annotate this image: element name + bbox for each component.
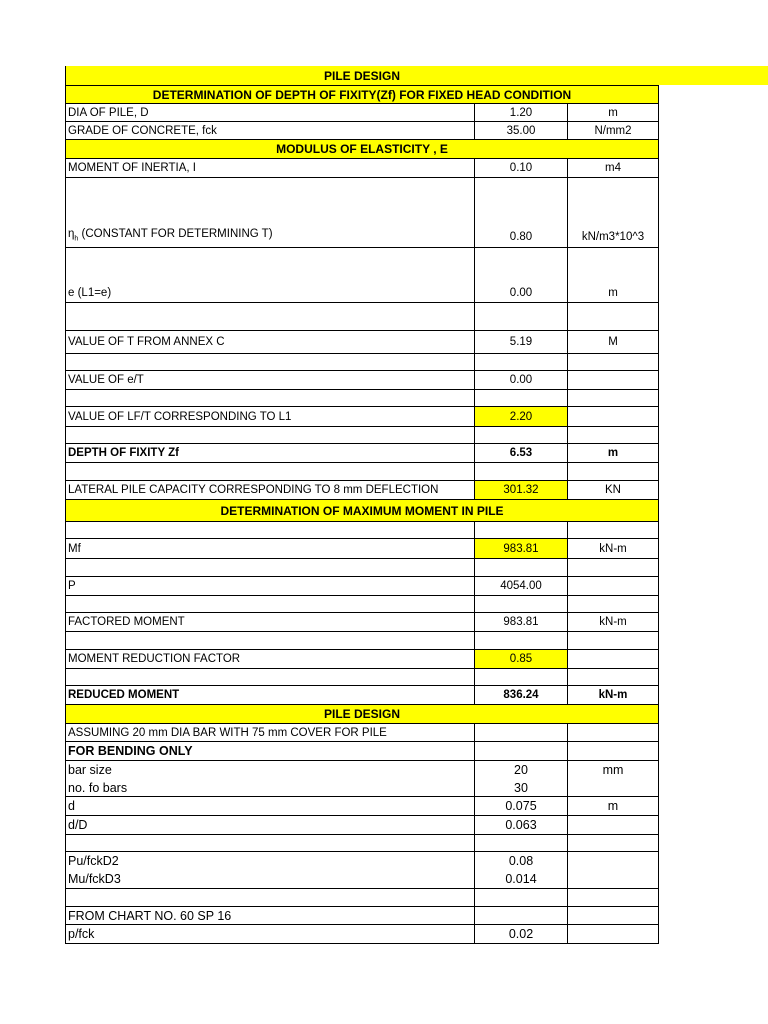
section-pile-title[interactable]: PILE DESIGN	[65, 705, 659, 724]
e-value[interactable]: 0.00	[474, 248, 567, 303]
barsize-value[interactable]: 20	[474, 761, 567, 779]
et-value[interactable]: 0.00	[474, 371, 567, 390]
row-empty-12	[0, 889, 768, 907]
empty-cell[interactable]	[474, 303, 567, 331]
row-zf	[0, 444, 768, 463]
row-d	[0, 797, 768, 816]
row-empty-8	[0, 596, 768, 613]
zf-value[interactable]: 6.53	[474, 444, 567, 463]
empty-cell[interactable]	[65, 522, 474, 539]
nobars-label[interactable]: no. fo bars	[65, 779, 474, 797]
empty-cell[interactable]	[65, 596, 474, 613]
factored-label[interactable]: FACTORED MOMENT	[65, 613, 474, 632]
empty-cell[interactable]	[567, 669, 659, 686]
section-fixity-title[interactable]: DETERMINATION OF DEPTH OF FIXITY(Zf) FOR FIXED HEAD CONDITION	[65, 85, 659, 104]
row-assume	[0, 724, 768, 742]
row-empty-4	[0, 427, 768, 444]
mu-label[interactable]: Mu/fckD3	[65, 870, 474, 889]
empty-cell[interactable]	[474, 354, 567, 371]
empty-cell[interactable]	[474, 427, 567, 444]
empty-cell[interactable]	[474, 632, 567, 650]
empty-cell[interactable]	[474, 742, 567, 761]
section-moment-row	[0, 500, 768, 522]
row-reduced	[0, 686, 768, 705]
reduced-label[interactable]: REDUCED MOMENT	[65, 686, 474, 705]
pfck-label[interactable]: p/fck	[65, 925, 474, 944]
row-t	[0, 331, 768, 354]
section-modulus-row	[0, 140, 768, 159]
et-label[interactable]: VALUE OF e/T	[65, 371, 474, 390]
row-empty-5	[0, 463, 768, 481]
empty-cell[interactable]	[474, 522, 567, 539]
empty-cell[interactable]	[65, 632, 474, 650]
factored-unit[interactable]: kN-m	[567, 613, 659, 632]
empty-cell[interactable]	[567, 354, 659, 371]
zf-label[interactable]: DEPTH OF FIXITY Zf	[65, 444, 474, 463]
lateral-value[interactable]: 301.32	[474, 481, 567, 500]
mrf-value[interactable]: 0.85	[474, 650, 567, 669]
empty-cell[interactable]	[474, 390, 567, 407]
inertia-unit[interactable]: m4	[567, 159, 659, 178]
row-pfck	[0, 925, 768, 944]
row-mu	[0, 870, 768, 889]
inertia-label[interactable]: MOMENT OF INERTIA, I	[65, 159, 474, 178]
empty-cell[interactable]	[474, 559, 567, 577]
empty-cell[interactable]	[567, 742, 659, 761]
empty-cell[interactable]	[567, 559, 659, 577]
row-dD	[0, 816, 768, 835]
mf-unit[interactable]: kN-m	[567, 539, 659, 559]
section-modulus-title[interactable]: MODULUS OF ELASTICITY , E	[65, 140, 659, 159]
lateral-label[interactable]: LATERAL PILE CAPACITY CORRESPONDING TO 8 mm DEFLECTION	[65, 481, 474, 500]
mrf-unit[interactable]	[567, 650, 659, 669]
dia-label[interactable]: DIA OF PILE, D	[65, 104, 474, 122]
empty-cell[interactable]	[65, 889, 474, 907]
empty-cell[interactable]	[567, 632, 659, 650]
t-unit[interactable]: M	[567, 331, 659, 354]
row-empty-2	[0, 354, 768, 371]
row-barsize	[0, 761, 768, 779]
t-label[interactable]: VALUE OF T FROM ANNEX C	[65, 331, 474, 354]
reduced-value[interactable]: 836.24	[474, 686, 567, 705]
eta-value[interactable]: 0.80	[474, 178, 567, 248]
assume-label[interactable]: ASSUMING 20 mm DIA BAR WITH 75 mm COVER FOR PILE	[65, 724, 474, 742]
eta-label-cell[interactable]	[65, 178, 474, 248]
lft-unit[interactable]	[567, 407, 659, 427]
eta-label: (CONSTANT FOR DETERMINING T)	[78, 228, 273, 240]
eta-subscript: h	[74, 235, 79, 243]
empty-cell[interactable]	[474, 724, 567, 742]
chart-label[interactable]: FROM CHART NO. 60 SP 16	[65, 907, 474, 925]
mu-value[interactable]: 0.014	[474, 870, 567, 889]
e-unit[interactable]: m	[567, 248, 659, 303]
empty-cell[interactable]	[65, 835, 474, 852]
d-label[interactable]: d	[65, 797, 474, 816]
et-unit[interactable]	[567, 371, 659, 390]
pu-unit[interactable]	[567, 852, 659, 870]
eta-unit[interactable]: kN/m3*10^3	[567, 178, 659, 248]
bending-label[interactable]: FOR BENDING ONLY	[65, 742, 474, 761]
reduced-unit[interactable]: kN-m	[567, 686, 659, 705]
row-bending	[0, 742, 768, 761]
barsize-unit[interactable]: mm	[567, 761, 659, 779]
d-unit[interactable]: m	[567, 797, 659, 816]
zf-unit[interactable]: m	[567, 444, 659, 463]
dia-unit[interactable]: m	[567, 104, 659, 122]
empty-cell[interactable]	[474, 835, 567, 852]
row-nobars	[0, 779, 768, 797]
row-dia	[0, 104, 768, 122]
factored-value[interactable]: 983.81	[474, 613, 567, 632]
empty-cell[interactable]	[567, 835, 659, 852]
nobars-value[interactable]: 30	[474, 779, 567, 797]
dia-value[interactable]: 1.20	[474, 104, 567, 122]
row-empty-10	[0, 669, 768, 686]
empty-cell[interactable]	[65, 669, 474, 686]
row-pu	[0, 852, 768, 870]
d-value[interactable]: 0.075	[474, 797, 567, 816]
empty-cell[interactable]	[567, 463, 659, 481]
p-value[interactable]: 4054.00	[474, 577, 567, 596]
row-lft	[0, 407, 768, 427]
nobars-unit[interactable]	[567, 779, 659, 797]
barsize-label[interactable]: bar size	[65, 761, 474, 779]
e-label[interactable]: e (L1=e)	[65, 248, 474, 303]
p-label[interactable]: P	[65, 577, 474, 596]
lft-value[interactable]: 2.20	[474, 407, 567, 427]
section-fixity-row	[0, 85, 768, 104]
dD-value[interactable]: 0.063	[474, 816, 567, 835]
pu-value[interactable]: 0.08	[474, 852, 567, 870]
row-et	[0, 371, 768, 390]
empty-cell[interactable]	[65, 463, 474, 481]
pfck-value[interactable]: 0.02	[474, 925, 567, 944]
mrf-label[interactable]: MOMENT REDUCTION FACTOR	[65, 650, 474, 669]
row-factored	[0, 613, 768, 632]
row-empty-3	[0, 390, 768, 407]
empty-cell[interactable]	[65, 303, 474, 331]
section-moment-title[interactable]: DETERMINATION OF MAXIMUM MOMENT IN PILE	[65, 500, 659, 522]
lateral-unit[interactable]: KN	[567, 481, 659, 500]
row-eta	[0, 178, 768, 248]
dD-label[interactable]: d/D	[65, 816, 474, 835]
pfck-unit[interactable]	[567, 925, 659, 944]
empty-cell[interactable]	[474, 907, 567, 925]
grade-unit[interactable]: N/mm2	[567, 122, 659, 140]
empty-cell[interactable]	[474, 889, 567, 907]
title-row	[0, 66, 768, 85]
empty-cell[interactable]	[65, 390, 474, 407]
dD-unit[interactable]	[567, 816, 659, 835]
row-lateral	[0, 481, 768, 500]
empty-cell[interactable]	[567, 889, 659, 907]
pu-label[interactable]: Pu/fckD2	[65, 852, 474, 870]
row-empty-1	[0, 303, 768, 331]
row-grade	[0, 122, 768, 140]
row-empty-6	[0, 522, 768, 539]
row-p	[0, 577, 768, 596]
sheet-title[interactable]: PILE DESIGN	[323, 68, 400, 83]
lft-label[interactable]: VALUE OF LF/T CORRESPONDING TO L1	[65, 407, 474, 427]
empty-cell[interactable]	[567, 724, 659, 742]
row-empty-7	[0, 559, 768, 577]
empty-cell[interactable]	[567, 596, 659, 613]
row-empty-9	[0, 632, 768, 650]
empty-cell[interactable]	[567, 303, 659, 331]
empty-cell[interactable]	[567, 390, 659, 407]
p-unit[interactable]	[567, 577, 659, 596]
empty-cell[interactable]	[567, 522, 659, 539]
grade-label[interactable]: GRADE OF CONCRETE, fck	[65, 122, 474, 140]
empty-cell[interactable]	[65, 354, 474, 371]
inertia-value[interactable]: 0.10	[474, 159, 567, 178]
mf-label[interactable]: Mf	[65, 539, 474, 559]
empty-cell[interactable]	[474, 596, 567, 613]
t-value[interactable]: 5.19	[474, 331, 567, 354]
row-mf	[0, 539, 768, 559]
empty-cell[interactable]	[65, 559, 474, 577]
empty-cell[interactable]	[65, 427, 474, 444]
empty-cell[interactable]	[567, 427, 659, 444]
eta-symbol: η	[68, 228, 75, 240]
empty-cell[interactable]	[474, 463, 567, 481]
mu-unit[interactable]	[567, 870, 659, 889]
empty-cell[interactable]	[567, 907, 659, 925]
row-mrf	[0, 650, 768, 669]
grade-value[interactable]: 35.00	[474, 122, 567, 140]
section-pile-row	[0, 705, 768, 724]
mf-value[interactable]: 983.81	[474, 539, 567, 559]
row-empty-11	[0, 835, 768, 852]
empty-cell[interactable]	[474, 669, 567, 686]
row-inertia	[0, 159, 768, 178]
row-chart	[0, 907, 768, 925]
row-e	[0, 248, 768, 303]
